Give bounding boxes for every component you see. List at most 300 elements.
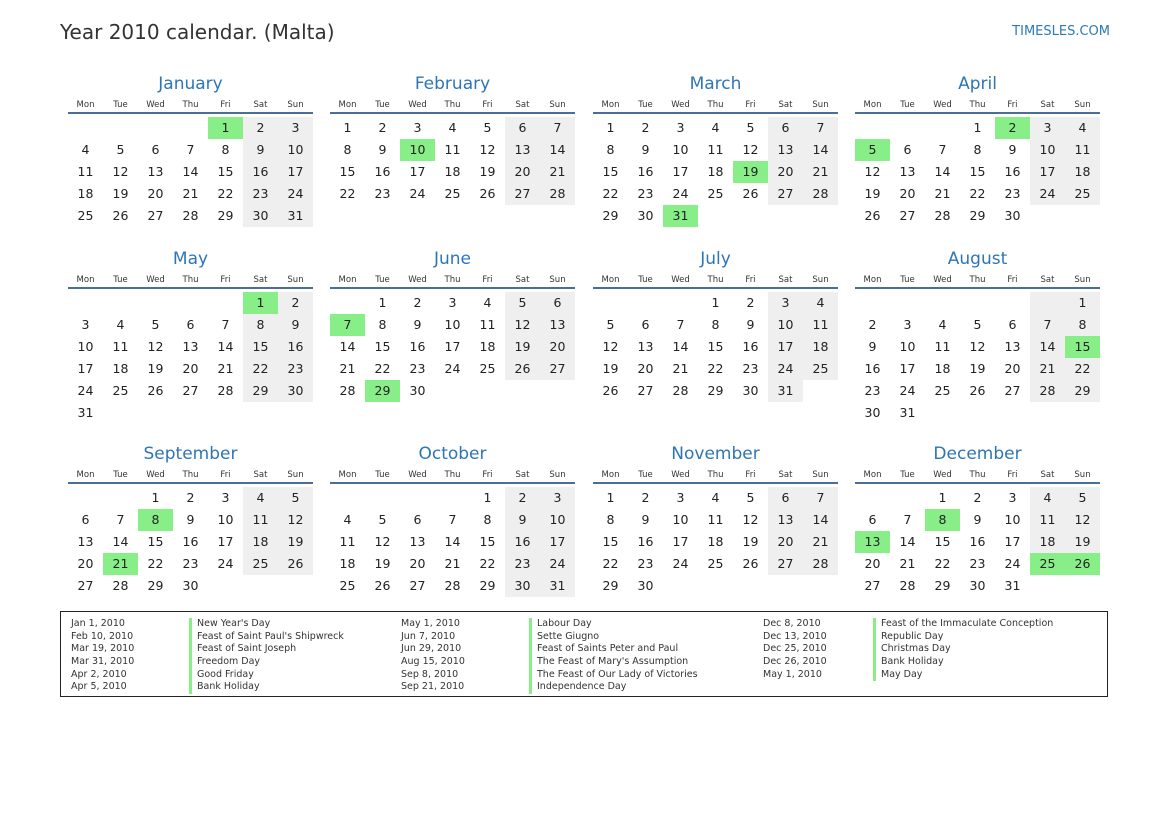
- day-cell: 12: [742, 142, 759, 157]
- day-cell: 6: [903, 142, 912, 157]
- day-cell: 25: [112, 383, 129, 398]
- day-cell: 21: [934, 186, 951, 201]
- holiday-day-cell: 10: [400, 139, 435, 161]
- day-cell: 22: [374, 361, 391, 376]
- month-march: [593, 74, 838, 227]
- day-cell: 21: [803, 161, 838, 183]
- day-cell: 11: [112, 339, 129, 354]
- day-cell: 15: [217, 164, 234, 179]
- day-cell: 17: [217, 534, 234, 549]
- site-link[interactable]: TIMESLES.COM: [1012, 24, 1110, 39]
- day-cell: 2: [378, 120, 387, 135]
- empty-cell: [330, 292, 365, 314]
- day-cell: 30: [637, 578, 654, 593]
- day-cell: 18: [77, 186, 94, 201]
- weekday-header: [593, 269, 838, 287]
- day-cell: 5: [116, 142, 125, 157]
- day-grid: [330, 487, 575, 597]
- month-october: [330, 444, 575, 597]
- day-cell: 14: [803, 139, 838, 161]
- weekday-label: Fri: [220, 100, 231, 110]
- holiday-day-cell: 8: [925, 509, 960, 531]
- day-cell: 19: [147, 361, 164, 376]
- day-cell: 30: [742, 383, 759, 398]
- day-grid: [855, 117, 1100, 227]
- day-cell: 2: [505, 487, 540, 509]
- weekday-label: Thu: [969, 275, 986, 285]
- day-cell: 15: [602, 534, 619, 549]
- day-cell: 24: [899, 383, 916, 398]
- weekday-label: Sun: [549, 100, 566, 110]
- weekday-label: Tue: [638, 470, 653, 480]
- weekday-label: Mon: [338, 470, 357, 480]
- holiday-day-cell: 15: [1065, 336, 1100, 358]
- month-name: March: [689, 74, 742, 94]
- day-cell: 27: [505, 183, 540, 205]
- day-cell: 17: [540, 531, 575, 553]
- holiday-name: May Day: [873, 669, 1053, 682]
- day-cell: 30: [409, 383, 426, 398]
- day-cell: 9: [641, 142, 650, 157]
- month-name: January: [158, 74, 223, 94]
- weekday-label: Tue: [638, 275, 653, 285]
- holiday-name: Bank Holiday: [189, 681, 344, 694]
- weekday-label: Mon: [601, 100, 620, 110]
- weekday-label: Thu: [444, 470, 461, 480]
- day-cell: 16: [278, 336, 313, 358]
- day-cell: 21: [444, 556, 461, 571]
- day-cell: 20: [409, 556, 426, 571]
- day-cell: 26: [742, 186, 759, 201]
- day-cell: 21: [182, 186, 199, 201]
- weekday-label: Thu: [707, 470, 724, 480]
- holiday-name: The Feast of Mary's Assumption: [529, 656, 698, 669]
- day-grid: [855, 487, 1100, 597]
- empty-cell: [68, 487, 103, 509]
- holiday-date: Dec 25, 2010: [763, 643, 827, 655]
- empty-cell: [890, 117, 925, 139]
- day-cell: 21: [339, 361, 356, 376]
- day-cell: 25: [1065, 183, 1100, 205]
- day-cell: 23: [969, 556, 986, 571]
- holiday-name: Sette Giugno: [529, 631, 698, 644]
- weekday-label: Mon: [338, 275, 357, 285]
- day-cell: 24: [1030, 183, 1065, 205]
- day-cell: 4: [938, 317, 947, 332]
- day-cell: 13: [147, 164, 164, 179]
- day-cell: 25: [707, 556, 724, 571]
- day-cell: 30: [1004, 208, 1021, 223]
- day-cell: 17: [768, 336, 803, 358]
- empty-cell: [68, 117, 103, 139]
- day-cell: 29: [243, 380, 278, 402]
- day-cell: 7: [803, 487, 838, 509]
- day-cell: 27: [637, 383, 654, 398]
- day-cell: 16: [374, 164, 391, 179]
- day-cell: 24: [444, 361, 461, 376]
- holiday-name: Republic Day: [873, 631, 1053, 644]
- holiday-date: Apr 2, 2010: [71, 668, 127, 680]
- weekday-label: Wed: [146, 100, 165, 110]
- day-cell: 28: [803, 553, 838, 575]
- weekday-label: Wed: [671, 275, 690, 285]
- holiday-date: Dec 26, 2010: [763, 656, 827, 668]
- month-name: April: [958, 74, 997, 94]
- day-cell: 22: [602, 556, 619, 571]
- day-cell: 14: [1030, 336, 1065, 358]
- month-september: [68, 444, 313, 597]
- day-cell: 27: [182, 383, 199, 398]
- day-cell: 19: [112, 186, 129, 201]
- day-cell: 27: [409, 578, 426, 593]
- weekday-label: Wed: [146, 470, 165, 480]
- month-name: July: [700, 249, 731, 269]
- day-cell: 10: [672, 512, 689, 527]
- day-cell: 28: [182, 208, 199, 223]
- legend-dates-col-1: [71, 618, 134, 694]
- page-title: Year 2010 calendar. (Malta): [60, 20, 335, 44]
- day-cell: 11: [243, 509, 278, 531]
- day-cell: 23: [243, 183, 278, 205]
- empty-cell: [103, 487, 138, 509]
- header-rule: [68, 112, 313, 114]
- empty-cell: [855, 487, 890, 509]
- day-cell: 28: [444, 578, 461, 593]
- day-cell: 29: [602, 208, 619, 223]
- day-cell: 5: [746, 490, 755, 505]
- day-cell: 18: [1065, 161, 1100, 183]
- weekday-label: Tue: [375, 470, 390, 480]
- weekday-header: [330, 269, 575, 287]
- day-cell: 20: [637, 361, 654, 376]
- weekday-header: [855, 464, 1100, 482]
- month-august: [855, 249, 1100, 424]
- day-cell: 20: [768, 531, 803, 553]
- day-cell: 1: [151, 490, 160, 505]
- weekday-label: Tue: [900, 275, 915, 285]
- day-cell: 8: [343, 142, 352, 157]
- day-cell: 21: [672, 361, 689, 376]
- empty-cell: [593, 292, 628, 314]
- day-cell: 16: [1004, 164, 1021, 179]
- day-cell: 16: [864, 361, 881, 376]
- day-cell: 25: [803, 358, 838, 380]
- header-rule: [68, 287, 313, 289]
- holiday-date: Jan 1, 2010: [71, 618, 125, 629]
- day-cell: 19: [602, 361, 619, 376]
- day-cell: 30: [278, 380, 313, 402]
- day-cell: 31: [899, 405, 916, 420]
- weekday-label: Thu: [444, 275, 461, 285]
- day-cell: 27: [768, 183, 803, 205]
- month-may: [68, 249, 313, 424]
- day-cell: 9: [505, 509, 540, 531]
- holiday-date: Mar 19, 2010: [71, 643, 135, 655]
- empty-cell: [995, 292, 1030, 314]
- holiday-date: May 1, 2010: [401, 618, 460, 629]
- day-cell: 29: [934, 578, 951, 593]
- header-rule: [855, 287, 1100, 289]
- day-cell: 12: [505, 314, 540, 336]
- day-cell: 21: [540, 161, 575, 183]
- weekday-label: Mon: [76, 275, 95, 285]
- month-name: November: [671, 444, 760, 464]
- holiday-day-cell: 19: [733, 161, 768, 183]
- day-cell: 16: [742, 339, 759, 354]
- day-cell: 9: [186, 512, 195, 527]
- day-cell: 1: [1065, 292, 1100, 314]
- day-cell: 20: [147, 186, 164, 201]
- day-cell: 26: [147, 383, 164, 398]
- day-cell: 3: [540, 487, 575, 509]
- day-cell: 4: [81, 142, 90, 157]
- weekday-label: Tue: [900, 100, 915, 110]
- day-cell: 25: [707, 186, 724, 201]
- month-name: October: [418, 444, 487, 464]
- day-cell: 23: [637, 556, 654, 571]
- empty-cell: [855, 117, 890, 139]
- weekday-label: Tue: [113, 470, 128, 480]
- month-name: February: [414, 74, 491, 94]
- day-cell: 20: [899, 186, 916, 201]
- day-cell: 11: [339, 534, 356, 549]
- day-cell: 11: [1065, 139, 1100, 161]
- day-cell: 27: [77, 578, 94, 593]
- day-cell: 26: [479, 186, 496, 201]
- day-cell: 1: [711, 295, 720, 310]
- day-grid: [593, 117, 838, 227]
- day-cell: 26: [602, 383, 619, 398]
- day-cell: 30: [864, 405, 881, 420]
- day-cell: 28: [339, 383, 356, 398]
- day-cell: 5: [483, 120, 492, 135]
- empty-cell: [365, 487, 400, 509]
- weekday-label: Fri: [220, 275, 231, 285]
- day-cell: 19: [742, 534, 759, 549]
- day-cell: 22: [707, 361, 724, 376]
- day-cell: 7: [540, 117, 575, 139]
- day-cell: 26: [864, 208, 881, 223]
- day-cell: 15: [243, 336, 278, 358]
- day-cell: 14: [444, 534, 461, 549]
- holiday-date: Sep 21, 2010: [401, 681, 465, 693]
- day-cell: 5: [746, 120, 755, 135]
- weekday-label: Mon: [601, 470, 620, 480]
- day-cell: 12: [147, 339, 164, 354]
- day-cell: 20: [77, 556, 94, 571]
- weekday-label: Fri: [482, 275, 493, 285]
- holiday-date: Aug 15, 2010: [401, 656, 465, 668]
- day-cell: 22: [217, 186, 234, 201]
- day-cell: 9: [1008, 142, 1017, 157]
- day-cell: 16: [637, 534, 654, 549]
- day-cell: 15: [602, 164, 619, 179]
- day-cell: 20: [768, 161, 803, 183]
- day-cell: 23: [278, 358, 313, 380]
- month-june: [330, 249, 575, 402]
- day-cell: 22: [602, 186, 619, 201]
- day-cell: 20: [182, 361, 199, 376]
- day-cell: 23: [409, 361, 426, 376]
- day-cell: 12: [374, 534, 391, 549]
- day-cell: 25: [444, 186, 461, 201]
- day-cell: 4: [711, 120, 720, 135]
- holiday-date: Dec 13, 2010: [763, 630, 827, 642]
- weekday-label: Thu: [444, 100, 461, 110]
- holiday-date: Dec 8, 2010: [763, 618, 821, 629]
- day-cell: 23: [505, 553, 540, 575]
- month-july: [593, 249, 838, 402]
- day-cell: 11: [707, 512, 724, 527]
- day-cell: 28: [540, 183, 575, 205]
- weekday-label: Sun: [287, 100, 304, 110]
- empty-cell: [960, 292, 995, 314]
- day-cell: 5: [973, 317, 982, 332]
- holiday-date: Jun 29, 2010: [401, 643, 462, 655]
- day-cell: 26: [278, 553, 313, 575]
- holiday-name: Feast of Saint Joseph: [189, 643, 344, 656]
- header-rule: [330, 112, 575, 114]
- holiday-day-cell: 1: [243, 292, 278, 314]
- day-cell: 27: [899, 208, 916, 223]
- day-cell: 26: [742, 556, 759, 571]
- day-cell: 21: [217, 361, 234, 376]
- legend-names-col-2: [529, 618, 698, 694]
- weekday-header: [593, 94, 838, 112]
- month-name: August: [947, 249, 1008, 269]
- month-january: [68, 74, 313, 227]
- day-cell: 3: [81, 317, 90, 332]
- day-cell: 9: [413, 317, 422, 332]
- holiday-name: Feast of Saint Paul's Shipwreck: [189, 631, 344, 644]
- day-cell: 5: [1065, 487, 1100, 509]
- empty-cell: [663, 292, 698, 314]
- day-cell: 5: [278, 487, 313, 509]
- weekday-label: Sat: [515, 100, 530, 110]
- empty-cell: [103, 117, 138, 139]
- day-cell: 14: [934, 164, 951, 179]
- weekday-header: [68, 94, 313, 112]
- day-cell: 11: [803, 314, 838, 336]
- weekday-label: Wed: [408, 275, 427, 285]
- day-cell: 18: [243, 531, 278, 553]
- day-cell: 28: [899, 578, 916, 593]
- weekday-label: Sun: [549, 470, 566, 480]
- weekday-label: Sun: [1074, 275, 1091, 285]
- day-cell: 9: [868, 339, 877, 354]
- day-cell: 24: [409, 186, 426, 201]
- day-cell: 5: [378, 512, 387, 527]
- holiday-name: Feast of Saints Peter and Paul: [529, 643, 698, 656]
- day-cell: 3: [1030, 117, 1065, 139]
- day-cell: 13: [768, 139, 803, 161]
- day-cell: 3: [448, 295, 457, 310]
- weekday-label: Sun: [287, 470, 304, 480]
- day-cell: 13: [409, 534, 426, 549]
- day-cell: 2: [973, 490, 982, 505]
- day-grid: [855, 292, 1100, 424]
- day-cell: 27: [540, 358, 575, 380]
- month-name: December: [933, 444, 1022, 464]
- holiday-name: Independence Day: [529, 681, 698, 694]
- weekday-label: Wed: [408, 100, 427, 110]
- day-cell: 4: [243, 487, 278, 509]
- weekday-header: [855, 269, 1100, 287]
- day-cell: 7: [1030, 314, 1065, 336]
- legend-dates-col-3: [763, 618, 827, 681]
- day-cell: 29: [1065, 380, 1100, 402]
- day-cell: 1: [973, 120, 982, 135]
- day-grid: [593, 487, 838, 597]
- holiday-date: May 1, 2010: [763, 668, 822, 680]
- day-cell: 19: [864, 186, 881, 201]
- header-rule: [855, 482, 1100, 484]
- month-name: June: [433, 249, 472, 269]
- day-grid: [68, 117, 313, 227]
- day-cell: 7: [448, 512, 457, 527]
- day-cell: 24: [672, 556, 689, 571]
- day-cell: 31: [1004, 578, 1021, 593]
- day-cell: 17: [672, 164, 689, 179]
- day-cell: 14: [339, 339, 356, 354]
- day-cell: 13: [77, 534, 94, 549]
- day-cell: 23: [742, 361, 759, 376]
- day-cell: 1: [343, 120, 352, 135]
- day-cell: 14: [112, 534, 129, 549]
- weekday-label: Fri: [482, 470, 493, 480]
- weekday-label: Tue: [375, 100, 390, 110]
- day-cell: 26: [505, 358, 540, 380]
- day-cell: 10: [444, 317, 461, 332]
- day-cell: 6: [413, 512, 422, 527]
- weekday-label: Tue: [900, 470, 915, 480]
- day-cell: 23: [864, 383, 881, 398]
- weekday-label: Sat: [253, 470, 268, 480]
- day-cell: 12: [479, 142, 496, 157]
- day-cell: 16: [637, 164, 654, 179]
- day-cell: 6: [641, 317, 650, 332]
- holiday-day-cell: 13: [855, 531, 890, 553]
- day-cell: 7: [221, 317, 230, 332]
- weekday-label: Sat: [515, 275, 530, 285]
- weekday-label: Mon: [863, 470, 882, 480]
- day-cell: 24: [540, 553, 575, 575]
- empty-cell: [890, 292, 925, 314]
- weekday-label: Thu: [182, 100, 199, 110]
- weekday-label: Fri: [745, 470, 756, 480]
- day-cell: 25: [243, 553, 278, 575]
- day-cell: 3: [676, 120, 685, 135]
- day-cell: 2: [868, 317, 877, 332]
- weekday-label: Mon: [863, 275, 882, 285]
- day-cell: 6: [868, 512, 877, 527]
- weekday-label: Fri: [745, 100, 756, 110]
- day-cell: 10: [672, 142, 689, 157]
- day-cell: 10: [1004, 512, 1021, 527]
- day-cell: 2: [641, 120, 650, 135]
- weekday-label: Tue: [113, 100, 128, 110]
- day-grid: [593, 292, 838, 402]
- holiday-date: Apr 5, 2010: [71, 681, 127, 693]
- day-cell: 24: [768, 358, 803, 380]
- day-cell: 1: [938, 490, 947, 505]
- day-cell: 29: [707, 383, 724, 398]
- day-cell: 24: [278, 183, 313, 205]
- day-cell: 18: [707, 164, 724, 179]
- day-cell: 29: [147, 578, 164, 593]
- empty-cell: [400, 487, 435, 509]
- day-cell: 17: [1004, 534, 1021, 549]
